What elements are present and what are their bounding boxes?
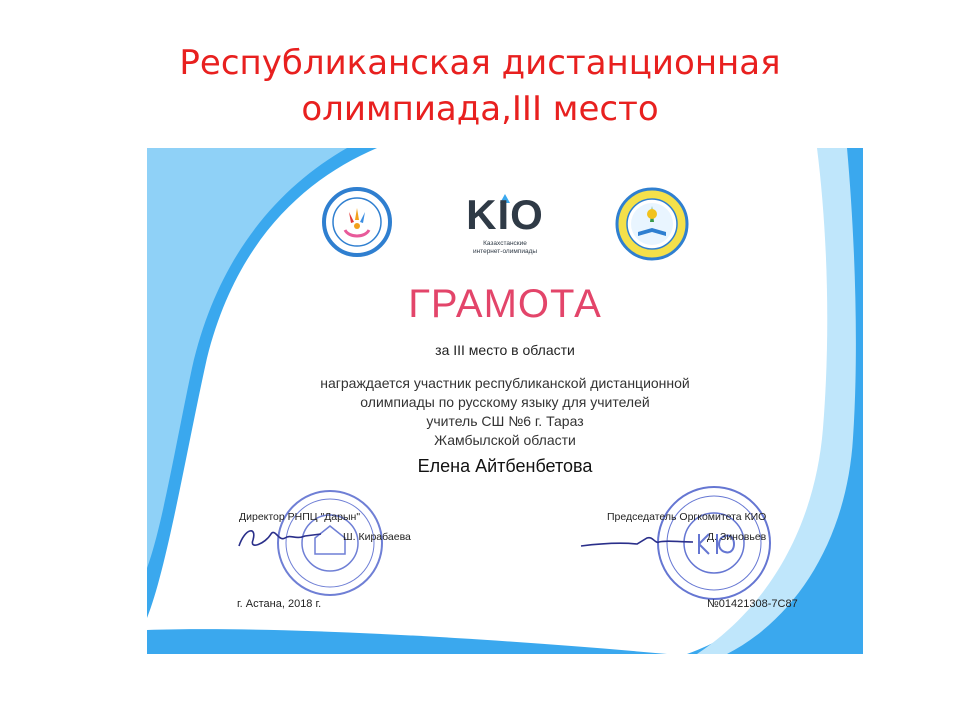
place-date: г. Астана, 2018 г. [237, 598, 322, 610]
kio-logo-subtitle-line-1: Казахстанские [483, 240, 527, 247]
body-line: Жамбылской области [434, 432, 576, 448]
recipient-name: Елена Айтбенбетова [417, 456, 593, 476]
certificate-heading: ГРАМОТА [408, 282, 602, 326]
certificate-body [147, 374, 863, 450]
right-signature-title: Председатель Оргкомитета КИО [607, 511, 767, 523]
left-signature-title: Директор РНПЦ "Дарын" [239, 511, 361, 523]
right-signature-name: Д. Зиновьев [707, 531, 767, 543]
body-line: учитель СШ №6 г. Тараз [426, 413, 584, 429]
kio-logo-subtitle [447, 240, 563, 256]
body-line: награждается участник республиканской дистанционной [320, 375, 690, 391]
kio-logo-subtitle-line-2: интернет-олимпиады [472, 248, 538, 255]
body-line: олимпиады по русскому языку для учителей [360, 394, 650, 410]
right-signature-icon [577, 528, 697, 558]
certificate-subheading: за III место в области [435, 342, 575, 358]
left-signature-icon [235, 520, 325, 556]
certificate [147, 148, 863, 654]
kio-logo-text: KIO [466, 191, 544, 238]
daryn-logo-icon [321, 186, 393, 258]
slide-title-line-2: олимпиада,III место [301, 89, 659, 129]
slide-title-line-1: Республиканская дистанционная [179, 43, 781, 83]
slide-title [0, 40, 960, 132]
ministry-emblem-icon [614, 186, 690, 262]
certificate-number: №01421308-7C87 [707, 598, 798, 610]
left-signature-name: Ш. Кирабаева [343, 531, 411, 543]
